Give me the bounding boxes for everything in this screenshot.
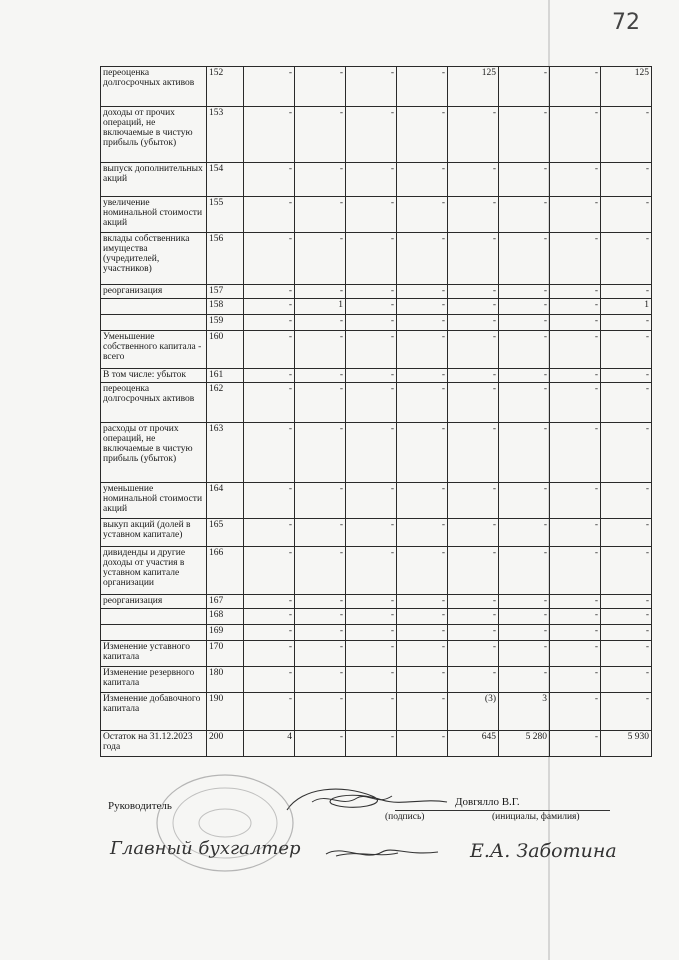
table-row	[101, 609, 652, 625]
row-value: -	[601, 233, 652, 285]
row-value: -	[244, 163, 295, 197]
row-value: -	[346, 625, 397, 641]
row-code: 155	[207, 197, 244, 233]
row-value: -	[448, 315, 499, 331]
row-value: -	[601, 163, 652, 197]
row-label: уменьшение номинальной стоимости акций	[101, 483, 207, 519]
row-value: -	[346, 731, 397, 757]
row-value: -	[499, 547, 550, 595]
row-value: 125	[601, 67, 652, 107]
row-value: -	[448, 423, 499, 483]
row-value: -	[550, 625, 601, 641]
row-value: -	[244, 483, 295, 519]
head-signature-line	[395, 810, 610, 811]
row-value: -	[397, 483, 448, 519]
row-value: 645	[448, 731, 499, 757]
row-value: -	[499, 67, 550, 107]
row-value: -	[601, 693, 652, 731]
row-value: -	[550, 423, 601, 483]
row-code: 169	[207, 625, 244, 641]
table-row	[101, 67, 652, 107]
row-code: 161	[207, 369, 244, 383]
row-value: -	[550, 667, 601, 693]
row-code: 167	[207, 595, 244, 609]
row-code: 160	[207, 331, 244, 369]
row-value: 125	[448, 67, 499, 107]
row-value: -	[499, 641, 550, 667]
table-row	[101, 519, 652, 547]
row-value: -	[397, 163, 448, 197]
row-value: -	[601, 285, 652, 299]
row-value: -	[244, 331, 295, 369]
row-value: -	[244, 423, 295, 483]
row-value: -	[346, 383, 397, 423]
row-value: -	[601, 383, 652, 423]
row-value: -	[397, 383, 448, 423]
row-value: -	[295, 233, 346, 285]
row-value: -	[550, 67, 601, 107]
row-value: -	[397, 233, 448, 285]
row-value: -	[346, 285, 397, 299]
row-value: -	[601, 423, 652, 483]
table-row	[101, 595, 652, 609]
row-value: -	[448, 331, 499, 369]
row-value: -	[397, 609, 448, 625]
row-value: -	[448, 383, 499, 423]
row-value: -	[346, 67, 397, 107]
row-value: -	[499, 315, 550, 331]
row-value: -	[499, 163, 550, 197]
row-value: -	[448, 519, 499, 547]
row-value: 3	[499, 693, 550, 731]
row-value: -	[397, 299, 448, 315]
row-value: -	[397, 285, 448, 299]
row-value: -	[346, 369, 397, 383]
row-value: -	[448, 369, 499, 383]
row-value: -	[550, 233, 601, 285]
row-value: -	[550, 383, 601, 423]
row-label: реорганизация	[101, 285, 207, 299]
initials-caption: (инициалы, фамилия)	[492, 812, 580, 822]
row-value: -	[397, 197, 448, 233]
row-value: -	[244, 519, 295, 547]
row-value: -	[601, 315, 652, 331]
row-value: -	[601, 641, 652, 667]
row-value: -	[397, 315, 448, 331]
row-value: -	[295, 595, 346, 609]
row-value: -	[397, 67, 448, 107]
table-row	[101, 625, 652, 641]
row-value: -	[346, 423, 397, 483]
row-code: 154	[207, 163, 244, 197]
row-label: реорганизация	[101, 595, 207, 609]
row-value: -	[397, 641, 448, 667]
row-value: -	[244, 547, 295, 595]
row-value: -	[346, 641, 397, 667]
row-label	[101, 609, 207, 625]
row-value: -	[448, 641, 499, 667]
table-row	[101, 331, 652, 369]
row-code: 158	[207, 299, 244, 315]
table-row	[101, 163, 652, 197]
row-value: -	[346, 547, 397, 595]
row-label: Изменение уставного капитала	[101, 641, 207, 667]
row-value: -	[397, 595, 448, 609]
row-value: -	[499, 423, 550, 483]
row-label: переоценка долгосрочных активов	[101, 383, 207, 423]
page-number: 72	[612, 10, 640, 35]
row-value: -	[499, 519, 550, 547]
row-value: -	[244, 197, 295, 233]
row-value: -	[550, 285, 601, 299]
row-value: -	[601, 483, 652, 519]
row-value: -	[244, 383, 295, 423]
row-label	[101, 625, 207, 641]
chief-accountant-name: Е.А. Заботина	[470, 840, 617, 862]
row-value: -	[244, 299, 295, 315]
row-value: -	[397, 369, 448, 383]
row-value: -	[550, 299, 601, 315]
row-value: -	[397, 519, 448, 547]
row-value: -	[601, 369, 652, 383]
row-value: -	[397, 331, 448, 369]
table-row	[101, 197, 652, 233]
company-seal	[150, 768, 300, 878]
row-value: -	[295, 625, 346, 641]
row-value: -	[448, 483, 499, 519]
row-value: -	[295, 331, 346, 369]
row-value: -	[295, 519, 346, 547]
row-code: 157	[207, 285, 244, 299]
row-value: -	[346, 667, 397, 693]
table-row	[101, 383, 652, 423]
row-value: -	[295, 369, 346, 383]
row-value: -	[499, 625, 550, 641]
row-value: -	[550, 315, 601, 331]
row-value: -	[295, 67, 346, 107]
row-value: -	[550, 609, 601, 625]
row-value: -	[397, 731, 448, 757]
row-code: 168	[207, 609, 244, 625]
row-value: -	[397, 423, 448, 483]
row-value: -	[244, 67, 295, 107]
accountant-signature	[322, 842, 442, 864]
row-value: -	[499, 107, 550, 163]
row-label: расходы от прочих операций, не включаемые в чистую прибыль (убыток)	[101, 423, 207, 483]
row-value: -	[550, 107, 601, 163]
row-label: Остаток на 31.12.2023 года	[101, 731, 207, 757]
row-value: -	[601, 331, 652, 369]
row-value: -	[244, 285, 295, 299]
row-value: -	[499, 299, 550, 315]
table-row	[101, 423, 652, 483]
row-label: Изменение резервного капитала	[101, 667, 207, 693]
row-value: -	[499, 233, 550, 285]
row-code: 163	[207, 423, 244, 483]
row-value: -	[448, 299, 499, 315]
row-code: 164	[207, 483, 244, 519]
row-label: выкуп акций (долей в уставном капитале)	[101, 519, 207, 547]
row-value: -	[397, 107, 448, 163]
row-value: -	[499, 331, 550, 369]
row-value: -	[550, 547, 601, 595]
row-value: -	[601, 609, 652, 625]
row-label: Изменение добавочного капитала	[101, 693, 207, 731]
row-value: -	[550, 693, 601, 731]
row-value: -	[448, 547, 499, 595]
row-value: -	[346, 299, 397, 315]
row-value: -	[550, 331, 601, 369]
row-value: -	[499, 667, 550, 693]
row-value: -	[601, 547, 652, 595]
row-value: -	[295, 731, 346, 757]
row-value: -	[499, 595, 550, 609]
row-value: -	[448, 233, 499, 285]
table-row	[101, 547, 652, 595]
row-value: -	[346, 609, 397, 625]
row-value: -	[397, 625, 448, 641]
row-value: -	[244, 609, 295, 625]
table-row	[101, 667, 652, 693]
table-row	[101, 285, 652, 299]
table-row	[101, 483, 652, 519]
row-code: 180	[207, 667, 244, 693]
row-value: 1	[295, 299, 346, 315]
row-value: -	[295, 423, 346, 483]
row-label: переоценка долгосрочных активов	[101, 67, 207, 107]
row-value: -	[295, 163, 346, 197]
row-value: -	[295, 547, 346, 595]
row-value: -	[397, 667, 448, 693]
row-value: -	[244, 693, 295, 731]
row-value: 1	[601, 299, 652, 315]
row-value: -	[601, 595, 652, 609]
table-row	[101, 315, 652, 331]
table-row	[101, 693, 652, 731]
table-row	[101, 299, 652, 315]
row-value: -	[295, 107, 346, 163]
row-value: -	[448, 163, 499, 197]
head-label: Руководитель	[108, 800, 172, 812]
row-code: 152	[207, 67, 244, 107]
row-value: -	[448, 285, 499, 299]
row-value: -	[244, 233, 295, 285]
row-value: -	[346, 483, 397, 519]
row-value: -	[346, 331, 397, 369]
table-row	[101, 233, 652, 285]
row-value: -	[244, 315, 295, 331]
chief-accountant-label: Главный бухгалтер	[110, 838, 301, 859]
row-code: 159	[207, 315, 244, 331]
row-label	[101, 299, 207, 315]
row-value: -	[499, 483, 550, 519]
row-value: -	[601, 667, 652, 693]
row-code: 156	[207, 233, 244, 285]
row-value: -	[499, 369, 550, 383]
row-label	[101, 315, 207, 331]
row-value: -	[448, 595, 499, 609]
row-value: -	[550, 595, 601, 609]
row-value: -	[397, 547, 448, 595]
row-code: 190	[207, 693, 244, 731]
row-code: 165	[207, 519, 244, 547]
row-value: -	[244, 641, 295, 667]
row-code: 153	[207, 107, 244, 163]
row-value: -	[295, 641, 346, 667]
row-value: -	[448, 609, 499, 625]
row-value: -	[550, 369, 601, 383]
row-value: -	[295, 609, 346, 625]
row-label: вклады собственника имущества (учредителей, участников)	[101, 233, 207, 285]
head-name: Довгялло В.Г.	[455, 796, 520, 808]
row-value: (3)	[448, 693, 499, 731]
row-label: В том числе: убыток	[101, 369, 207, 383]
row-value: -	[550, 731, 601, 757]
equity-changes-table	[100, 66, 652, 757]
row-value: -	[601, 197, 652, 233]
row-value: -	[295, 285, 346, 299]
row-code: 166	[207, 547, 244, 595]
row-code: 170	[207, 641, 244, 667]
row-value: -	[295, 483, 346, 519]
row-value: -	[499, 609, 550, 625]
row-value: -	[448, 197, 499, 233]
row-label: доходы от прочих операций, не включаемые в чистую прибыль (убыток)	[101, 107, 207, 163]
row-value: -	[550, 163, 601, 197]
row-code: 162	[207, 383, 244, 423]
table-row	[101, 107, 652, 163]
row-value: 4	[244, 731, 295, 757]
row-label: выпуск дополнительных акций	[101, 163, 207, 197]
row-value: -	[499, 285, 550, 299]
row-value: -	[346, 197, 397, 233]
row-value: -	[550, 483, 601, 519]
row-value: -	[346, 519, 397, 547]
head-signature	[282, 782, 452, 820]
row-value: -	[295, 693, 346, 731]
row-value: -	[244, 369, 295, 383]
row-value: -	[499, 383, 550, 423]
row-value: -	[346, 107, 397, 163]
row-value: 5 280	[499, 731, 550, 757]
row-value: -	[244, 625, 295, 641]
row-value: -	[550, 197, 601, 233]
row-value: -	[499, 197, 550, 233]
row-value: -	[448, 667, 499, 693]
row-value: -	[601, 107, 652, 163]
row-value: -	[295, 383, 346, 423]
signature-caption: (подпись)	[385, 812, 425, 822]
row-value: 5 930	[601, 731, 652, 757]
row-value: -	[448, 625, 499, 641]
row-code: 200	[207, 731, 244, 757]
row-value: -	[295, 315, 346, 331]
row-label: дивиденды и другие доходы от участия в уставном капитале организации	[101, 547, 207, 595]
row-value: -	[346, 233, 397, 285]
row-value: -	[244, 107, 295, 163]
row-value: -	[295, 197, 346, 233]
row-value: -	[295, 667, 346, 693]
table-row	[101, 369, 652, 383]
row-value: -	[346, 315, 397, 331]
table-row	[101, 731, 652, 757]
row-value: -	[397, 693, 448, 731]
row-value: -	[346, 693, 397, 731]
table-row	[101, 641, 652, 667]
row-label: Уменьшение собственного капитала - всего	[101, 331, 207, 369]
row-value: -	[550, 519, 601, 547]
row-value: -	[601, 625, 652, 641]
row-value: -	[244, 595, 295, 609]
row-value: -	[601, 519, 652, 547]
row-value: -	[346, 595, 397, 609]
row-value: -	[346, 163, 397, 197]
row-value: -	[244, 667, 295, 693]
row-value: -	[448, 107, 499, 163]
row-label: увеличение номинальной стоимости акций	[101, 197, 207, 233]
row-value: -	[550, 641, 601, 667]
